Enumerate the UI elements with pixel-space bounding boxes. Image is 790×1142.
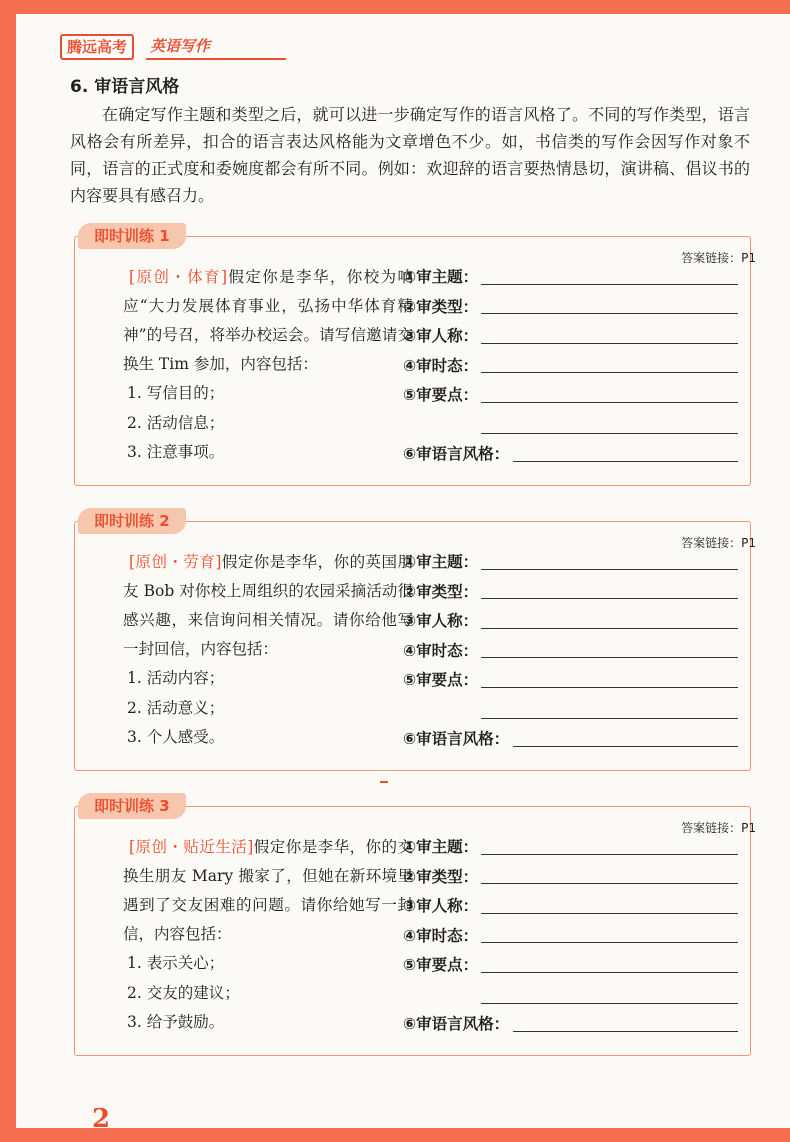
- list-item: 3. 注意事项。: [127, 443, 225, 461]
- field-label: ⑤审要点：: [403, 386, 479, 404]
- type-field[interactable]: [403, 863, 738, 893]
- answer-link[interactable]: 答案链接：P1: [681, 821, 756, 835]
- exercise-prompt-text: 假定你是李华，你的英国朋友 Bob 对你校上周组织的农园采摘活动很感兴趣，来信询问相关情况。请你给他写一封回信，内容包括：: [123, 553, 413, 658]
- analysis-fields: [403, 263, 738, 470]
- section-title: 6. 审语言风格: [70, 77, 180, 97]
- exercise-items: [127, 949, 387, 1038]
- key-points-field[interactable]: [403, 951, 738, 981]
- field-label: ②审类型：: [403, 867, 479, 886]
- exercise-items: [127, 379, 387, 468]
- field-label: ⑥审语言风格：: [403, 445, 510, 463]
- list-item: 2. 活动信息；: [127, 413, 225, 432]
- type-field[interactable]: [403, 293, 738, 323]
- exercise-box-3: [74, 797, 756, 1056]
- language-style-field[interactable]: [403, 1010, 738, 1040]
- tense-field[interactable]: [403, 637, 738, 667]
- field-label: ②审类型：: [403, 297, 479, 316]
- exercise-tag: 即时训练 3: [78, 793, 186, 819]
- field-label: ④审时态：: [403, 356, 479, 375]
- field-label: ⑤审要点：: [403, 956, 479, 974]
- analysis-fields: [403, 548, 738, 755]
- list-item: 2. 活动意义；: [127, 698, 225, 717]
- exercise-prompt: [123, 548, 413, 664]
- field-label: ⑥审语言风格：: [403, 730, 510, 748]
- exercise-box-1: [74, 227, 756, 486]
- field-label: ③审人称：: [403, 897, 479, 915]
- theme-field[interactable]: [403, 548, 738, 578]
- exercise-source: [原创・劳育]: [129, 553, 222, 571]
- tense-field[interactable]: [403, 922, 738, 952]
- field-label: ④审时态：: [403, 641, 479, 660]
- exercise-prompt-text: 假定你是李华，你校为响应“大力发展体育事业，弘扬中华体育精神”的号召，将举办校运会。请写信邀请交换生 Tim 参加，内容包括：: [123, 268, 413, 373]
- list-item: 1. 写信目的；: [127, 384, 225, 402]
- field-label: ⑥审语言风格：: [403, 1015, 510, 1033]
- field-label: ①审主题：: [403, 553, 479, 571]
- exercise-source: [原创・体育]: [129, 268, 228, 286]
- page-number: 2: [92, 1104, 111, 1134]
- theme-field[interactable]: [403, 833, 738, 863]
- exercise-source: [原创・贴近生活]: [129, 838, 254, 856]
- key-points-field[interactable]: [403, 381, 738, 411]
- key-points-field-extra[interactable]: [403, 981, 738, 1011]
- exercise-tag: 即时训练 1: [78, 223, 186, 249]
- person-field[interactable]: [403, 322, 738, 352]
- answer-link[interactable]: 答案链接：P1: [681, 251, 756, 265]
- person-field[interactable]: [403, 607, 738, 637]
- language-style-field[interactable]: [403, 440, 738, 470]
- exercise-tag: 即时训练 2: [78, 508, 186, 534]
- type-field[interactable]: [403, 578, 738, 608]
- exercise-prompt: [123, 263, 413, 379]
- exercise-prompt-text: 假定你是李华，你的交换生朋友 Mary 搬家了，但她在新环境里遇到了交友困难的问题。请你给她写一封信，内容包括：: [123, 838, 413, 943]
- brand-logo: 腾远高考: [60, 34, 134, 60]
- field-label: ③审人称：: [403, 612, 479, 630]
- list-item: 3. 个人感受。: [127, 728, 225, 746]
- field-label: ①审主题：: [403, 268, 479, 286]
- answer-link[interactable]: 答案链接：P1: [681, 536, 756, 550]
- exercise-prompt: [123, 833, 413, 949]
- list-item: 1. 表示关心；: [127, 954, 225, 972]
- section-intro: 在确定写作主题和类型之后，就可以进一步确定写作的语言风格了。不同的写作类型，语言风格会有所差异，扣合的语言表达风格能为文章增色不少。如，书信类的写作会因写作对象不同，语言的正式度和委婉度都会有所不同。例如：欢迎辞的语言要热情恳切，演讲稿、倡议书的内容要具有感召力。: [70, 105, 750, 205]
- header-divider: [145, 58, 286, 60]
- theme-field[interactable]: [403, 263, 738, 293]
- header: [60, 34, 260, 58]
- field-label: ⑤审要点：: [403, 671, 479, 689]
- list-item: 1. 活动内容；: [127, 669, 225, 687]
- exercise-items: [127, 664, 387, 753]
- field-label: ④审时态：: [403, 926, 479, 945]
- key-points-field[interactable]: [403, 666, 738, 696]
- language-style-field[interactable]: [403, 725, 738, 755]
- print-mark: [380, 781, 388, 783]
- subject-title: 英语写作: [150, 37, 211, 55]
- page: [16, 14, 790, 1134]
- field-label: ②审类型：: [403, 582, 479, 601]
- field-label: ①审主题：: [403, 838, 479, 856]
- list-item: 2. 交友的建议；: [127, 983, 240, 1002]
- analysis-fields: [403, 833, 738, 1040]
- key-points-field-extra[interactable]: [403, 696, 738, 726]
- person-field[interactable]: [403, 892, 738, 922]
- field-label: ③审人称：: [403, 327, 479, 345]
- list-item: 3. 给予鼓励。: [127, 1013, 225, 1031]
- exercise-box-2: [74, 512, 756, 771]
- tense-field[interactable]: [403, 352, 738, 382]
- key-points-field-extra[interactable]: [403, 411, 738, 441]
